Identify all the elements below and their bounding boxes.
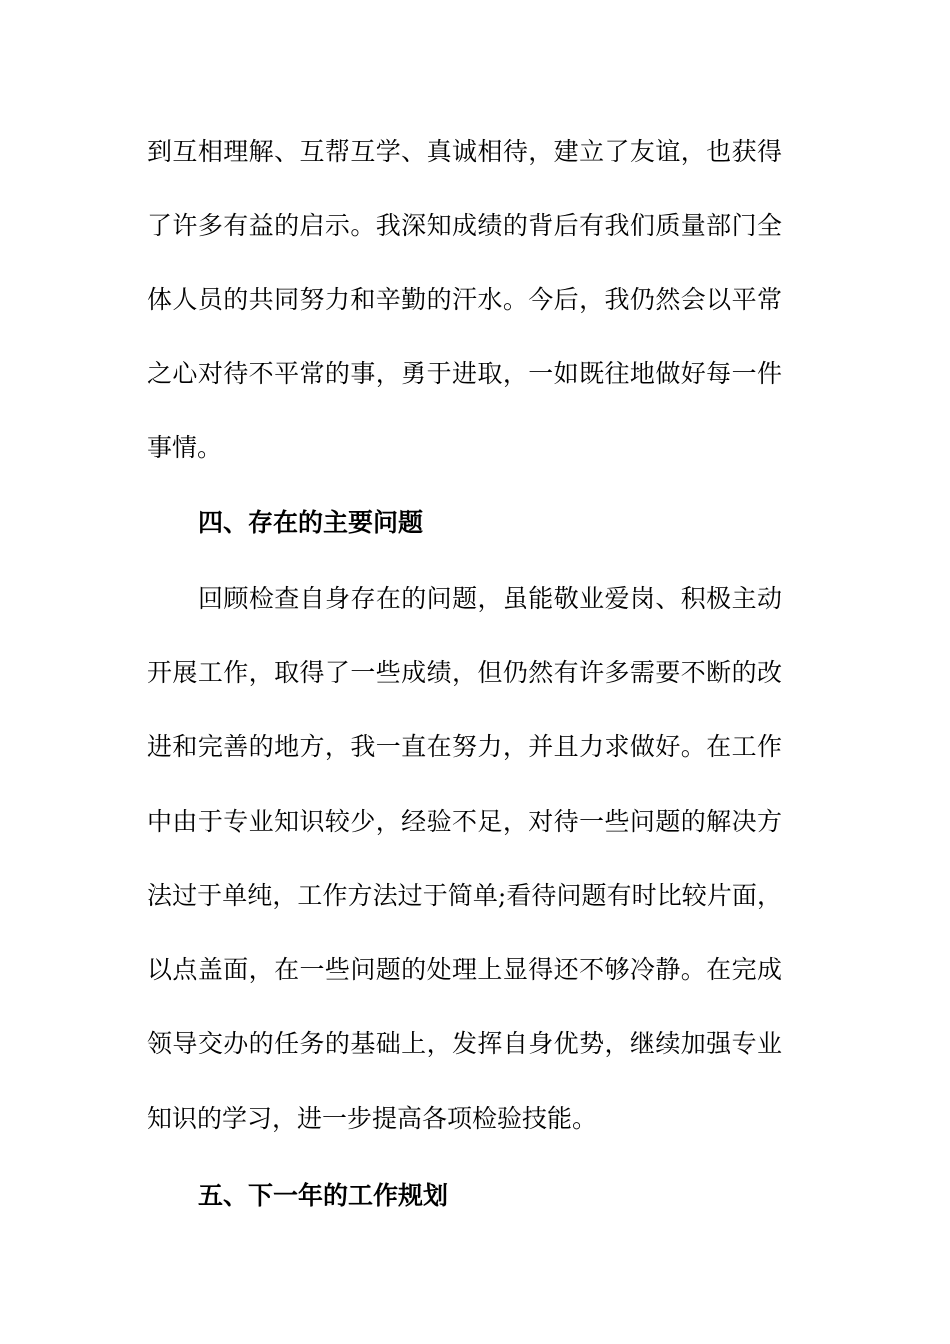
text-line: 开展工作，取得了一些成绩，但仍然有许多需要不断的改 [147,658,782,687]
text-line: 事情。 [147,433,223,462]
text-line: 体人员的共同努力和辛勤的汗水。今后，我仍然会以平常 [147,285,782,314]
text-line: 法过于单纯，工作方法过于简单;看待问题有时比较片面， [147,881,782,910]
text-line: 之心对待不平常的事，勇于进取，一如既往地做好每一件 [147,359,782,388]
text-line: 以点盖面，在一些问题的处理上显得还不够冷静。在完成 [147,955,782,984]
text-line: 进和完善的地方，我一直在努力，并且力求做好。在工作 [147,732,782,761]
text-line: 了许多有益的启示。我深知成绩的背后有我们质量部门全 [147,211,782,240]
text-line: 知识的学习，进一步提高各项检验技能。 [147,1104,598,1133]
text-line: 回顾检查自身存在的问题，虽能敬业爱岗、积极主动 [198,584,782,613]
section-heading-5: 五、下一年的工作规划 [198,1181,449,1210]
section-heading-4: 四、存在的主要问题 [198,508,424,537]
text-line: 中由于专业知识较少，经验不足，对待一些问题的解决方 [147,807,782,836]
text-line: 领导交办的任务的基础上，发挥自身优势，继续加强专业 [147,1029,782,1058]
text-line: 到互相理解、互帮互学、真诚相待，建立了友谊，也获得 [147,137,782,166]
